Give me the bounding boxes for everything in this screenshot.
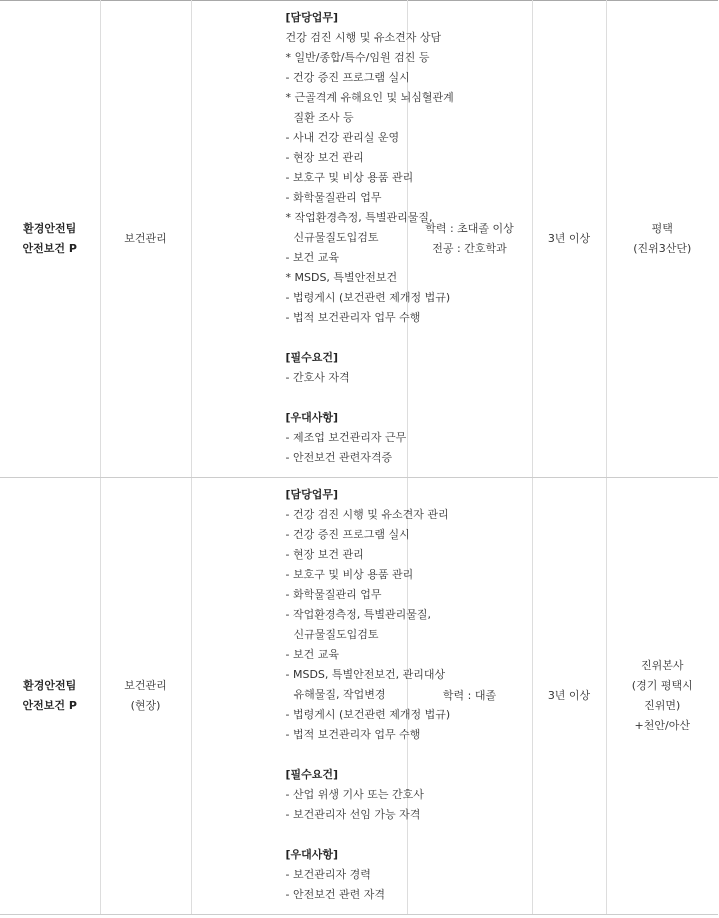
duties-cell [191, 1, 454, 478]
section-title: [담당업무] [285, 11, 339, 24]
qualification-cell [407, 1, 532, 478]
duty-line: - 법적 보건관리자 업무 수행 [285, 311, 421, 324]
duty-line: - 법적 보건관리자 업무 수행 [285, 728, 421, 741]
duty-line: - 화학물질관리 업무 [285, 588, 382, 601]
role-name: 보건관리 [124, 679, 167, 692]
duty-line: 신규물질도입검토 [293, 231, 379, 244]
role-cell [100, 1, 191, 478]
location-cell [606, 1, 718, 478]
job-rows [0, 1, 718, 915]
duty-line: 신규물질도입검토 [293, 628, 379, 641]
team-name: 안전보건 P [22, 699, 77, 712]
section-title: [우대사항] [285, 411, 339, 424]
duty-line: - 보건관리자 선임 가능 자격 [285, 808, 421, 821]
duty-line: - 현장 보건 관리 [285, 548, 364, 561]
table-row [0, 1, 718, 478]
duty-line: - 제조업 보건관리자 근무 [285, 431, 407, 444]
experience-value: 3년 이상 [547, 689, 591, 702]
duty-line: 질환 조사 등 [293, 111, 354, 124]
qualification-line: 전공 : 간호학과 [432, 242, 507, 255]
duty-line: - 보건 교육 [285, 251, 339, 264]
qualification-cell [407, 478, 532, 915]
duty-line: - 보호구 및 비상 용품 관리 [285, 568, 414, 581]
duty-line: - 건강 검진 시행 및 유소견자 관리 [285, 508, 449, 521]
team-cell [0, 1, 100, 478]
duty-line: 유해물질, 작업변경 [293, 688, 386, 701]
duty-line: * MSDS, 특별안전보건 [285, 271, 398, 284]
duty-line: - 현장 보건 관리 [285, 151, 364, 164]
location-line: +천안/아산 [634, 719, 690, 732]
qualification-line: 학력 : 대졸 [442, 689, 497, 702]
role-name: 보건관리 [124, 232, 167, 245]
role-cell [100, 478, 191, 915]
duty-line: - 산업 위생 기사 또는 간호사 [285, 788, 424, 801]
duty-line: - 건강 증진 프로그램 실시 [285, 528, 410, 541]
duty-line: - 안전보건 관련자격증 [285, 451, 393, 464]
duty-line: - 보건관리자 경력 [285, 868, 371, 881]
duty-line: - 안전보건 관련 자격 [285, 888, 385, 901]
duty-line: - MSDS, 특별안전보건, 관리대상 [285, 668, 446, 681]
duty-line: - 건강 증진 프로그램 실시 [285, 71, 410, 84]
duty-line: - 화학물질관리 업무 [285, 191, 382, 204]
table-row [0, 478, 718, 915]
duty-line: - 사내 건강 관리실 운영 [285, 131, 400, 144]
duty-line: * 작업환경측정, 특별관리물질, [285, 211, 433, 224]
location-line: 진위본사 [640, 659, 684, 672]
location-cell [606, 478, 718, 915]
location-line: 진위면) [644, 699, 681, 712]
duty-line: - 법령게시 (보건관련 제개정 법규) [285, 291, 451, 304]
section-title: [필수요건] [285, 351, 339, 364]
team-cell [0, 478, 100, 915]
section-gap [286, 745, 403, 765]
location-line: (경기 평택시 [631, 679, 693, 692]
qualification-line: 학력 : 초대졸 이상 [425, 222, 514, 235]
section-title: [담당업무] [285, 488, 339, 501]
duties-cell [191, 478, 451, 915]
duty-line: - 간호사 자격 [285, 371, 350, 384]
duty-line: - 보건 교육 [285, 648, 339, 661]
experience-cell [532, 478, 606, 915]
role-name: (현장) [130, 699, 161, 712]
section-gap [286, 328, 403, 348]
location-line: (진위3산단) [633, 242, 692, 255]
section-title: [우대사항] [285, 848, 339, 861]
section-gap [286, 388, 403, 408]
team-name: 환경안전팀 [23, 679, 77, 692]
duty-line: - 작업환경측정, 특별관리물질, [285, 608, 431, 621]
duty-line: * 일반/종합/특수/임원 검진 등 [285, 51, 430, 64]
team-name: 안전보건 P [22, 242, 77, 255]
section-gap [286, 825, 403, 845]
experience-cell [532, 1, 606, 478]
duty-line: - 보호구 및 비상 용품 관리 [285, 171, 414, 184]
duty-line: 건강 검진 시행 및 유소견자 상담 [285, 31, 442, 44]
section-title: [필수요건] [285, 768, 339, 781]
team-name: 환경안전팀 [23, 222, 77, 235]
duty-line: - 법령게시 (보건관련 제개정 법규) [285, 708, 451, 721]
experience-value: 3년 이상 [547, 232, 591, 245]
location-line: 평택 [651, 222, 673, 235]
duty-line: * 근골격계 유해요인 및 뇌심혈관계 [285, 91, 454, 104]
